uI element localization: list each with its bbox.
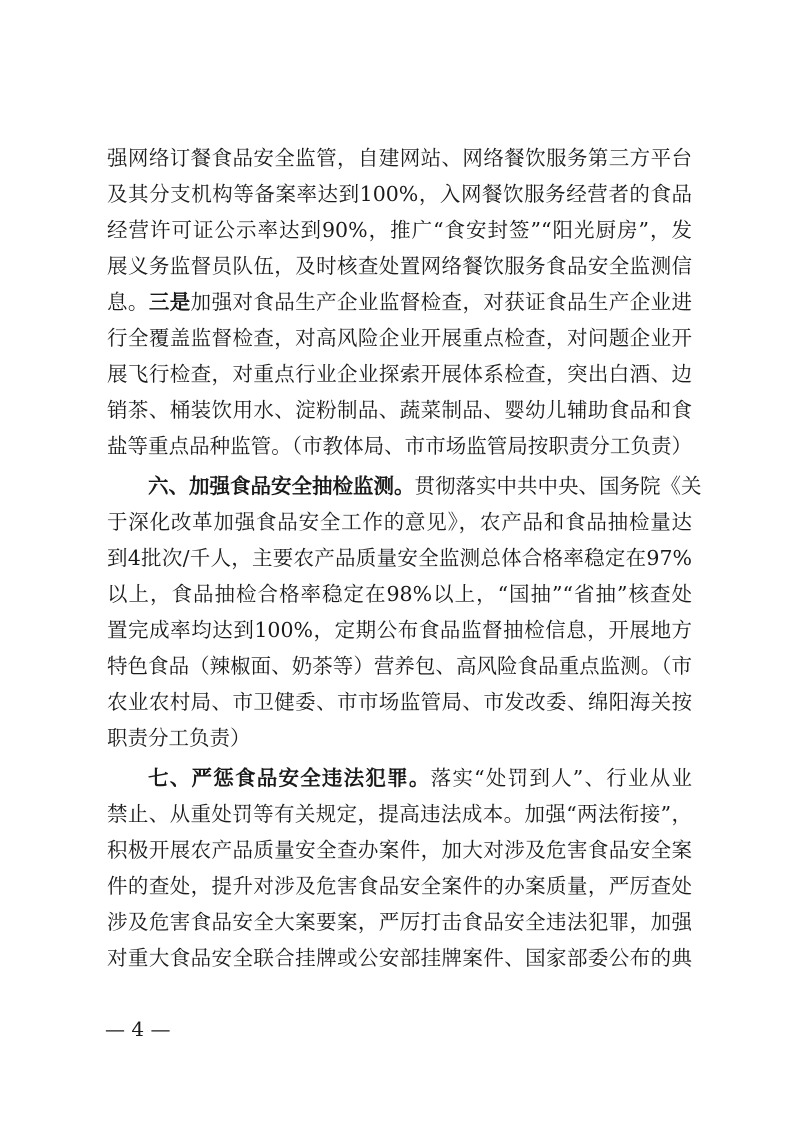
- body-line: 积极开展农产品质量安全查办案件，加大对涉及危害食品安全案: [107, 838, 692, 862]
- body-line: 行全覆盖监督检查，对高风险企业开展重点检查，对问题企业开: [107, 326, 692, 350]
- page-number: — 4 —: [105, 1017, 171, 1041]
- section-6-heading: 六、加强食品安全抽检监测。: [148, 474, 415, 498]
- body-text: 息。: [107, 290, 149, 314]
- body-line: 特色食品（辣椒面、奶茶等）营养包、高风险食品重点监测。（市: [107, 654, 692, 678]
- body-line: 展飞行检查，对重点行业企业探索开展体系检查，突出白酒、边: [107, 362, 692, 386]
- body-text: 贯彻落实中共中央、国务院《关: [414, 474, 702, 498]
- body-text: 加强对食品生产企业监督检查，对获证食品生产企业进: [190, 290, 693, 314]
- body-line: 盐等重点品种监管。（市教体局、市市场监管局按职责分工负责）: [107, 434, 692, 458]
- body-line: 置完成率均达到100%，定期公布食品监督抽检信息，开展地方: [107, 618, 692, 642]
- body-text: 落实“处罚到人”、行业从业: [430, 766, 692, 790]
- body-line: 于深化改革加强食品安全工作的意见》，农产品和食品抽检量达: [107, 510, 692, 534]
- section-7-heading: 七、严惩食品安全违法犯罪。: [148, 766, 431, 790]
- body-line: 件的查处，提升对涉及危害食品安全案件的办案质量，严厉查处: [107, 874, 692, 898]
- body-line: 展义务监督员队伍，及时核查处置网络餐饮服务食品安全监测信: [107, 254, 692, 278]
- body-line: 到4批次/千人，主要农产品质量安全监测总体合格率稳定在97%: [107, 546, 692, 570]
- emphasis-text: 三是: [148, 290, 191, 314]
- body-line: 禁止、从重处罚等有关规定，提高违法成本。加强“两法衔接”，: [107, 802, 692, 826]
- body-line: 涉及危害食品安全大案要案，严厉打击食品安全违法犯罪，加强: [107, 910, 692, 934]
- body-line: [107, 284, 692, 320]
- body-line: 及其分支机构等备案率达到100%，入网餐饮服务经营者的食品: [107, 182, 692, 206]
- body-line: 对重大食品安全联合挂牌或公安部挂牌案件、国家部委公布的典: [107, 946, 692, 970]
- body-line: 职责分工负责）: [107, 726, 251, 750]
- body-line: 强网络订餐食品安全监管，自建网站、网络餐饮服务第三方平台: [107, 146, 692, 170]
- body-line: 以上，食品抽检合格率稳定在98%以上，“国抽”“省抽”核查处: [107, 582, 692, 606]
- body-line: 农业农村局、市卫健委、市市场监管局、市发改委、绵阳海关按: [107, 690, 692, 714]
- body-line: 销茶、桶装饮用水、淀粉制品、蔬菜制品、婴幼儿辅助食品和食: [107, 398, 692, 422]
- body-line: 经营许可证公示率达到90%，推广“食安封签”“阳光厨房”，发: [107, 218, 692, 242]
- section-7-first-line: [148, 760, 692, 796]
- section-6-first-line: [148, 468, 702, 504]
